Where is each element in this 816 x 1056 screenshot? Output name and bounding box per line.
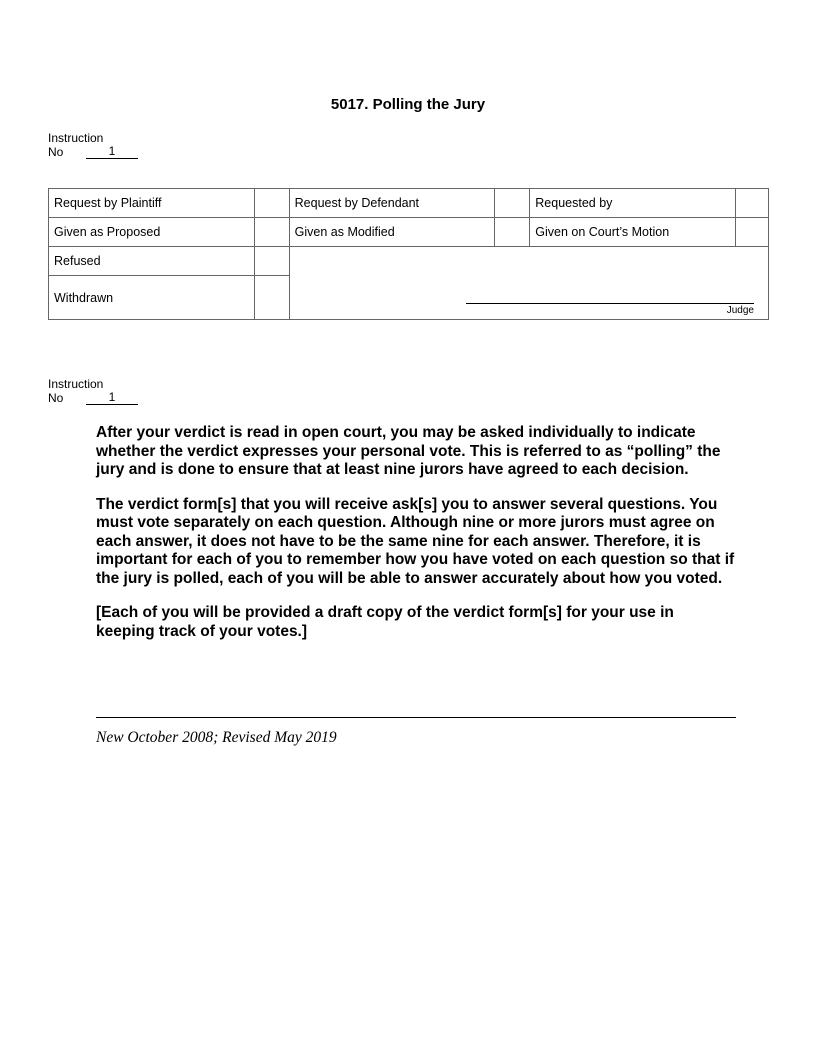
divider [96, 717, 736, 718]
given-as-modified-label: Given as Modified [289, 218, 495, 247]
instruction-body [96, 424, 736, 657]
paragraph: After your verdict is read in open court, you may be asked individually to indicate whether the verdict expresses your personal vote. This is referred to as “polling” the jury and is done to ensure that at least nine jurors have agreed to each decision. [96, 424, 721, 478]
page-title: 5017. Polling the Jury [330, 96, 486, 113]
instruction-no-label: No [48, 391, 64, 405]
instruction-no-label: No [48, 145, 64, 159]
withdrawn-checkbox[interactable] [254, 276, 289, 320]
given-as-proposed-label: Given as Proposed [49, 218, 255, 247]
judge-label: Judge [726, 305, 754, 316]
request-by-plaintiff-label: Request by Plaintiff [49, 189, 255, 218]
request-by-plaintiff-checkbox[interactable] [254, 189, 289, 218]
request-by-defendant-label: Request by Defendant [289, 189, 495, 218]
given-on-courts-motion-checkbox[interactable] [736, 218, 769, 247]
requested-by-checkbox[interactable] [736, 189, 769, 218]
paragraph: [Each of you will be provided a draft copy of the verdict form[s] for your use in keeping track of your votes.] [96, 604, 674, 640]
requested-by-label: Requested by [530, 189, 736, 218]
instruction-no-value[interactable]: 1 [86, 145, 138, 159]
request-status-table [48, 188, 769, 320]
given-as-proposed-checkbox[interactable] [254, 218, 289, 247]
instruction-label: Instruction [48, 377, 104, 391]
instruction-no-value[interactable]: 1 [86, 391, 138, 405]
withdrawn-label: Withdrawn [49, 276, 255, 320]
paragraph: The verdict form[s] that you will receive ask[s] you to answer several questions. You must vote separately on each question. Although nine or more jurors must agree on each answer, it does not have to be the same nine for each answer. Therefore, it is important for each of you to remember how you have voted on each question so that if the jury is polled, each of you will be able to answer accurately about how you voted. [96, 495, 735, 587]
given-as-modified-checkbox[interactable] [495, 218, 530, 247]
judge-signature-area [289, 247, 768, 320]
instruction-number-block [48, 131, 138, 159]
refused-label: Refused [49, 247, 255, 276]
judge-signature-line[interactable] [466, 303, 754, 304]
revision-history: New October 2008; Revised May 2019 [96, 729, 337, 746]
given-on-courts-motion-label: Given on Court’s Motion [530, 218, 736, 247]
request-by-defendant-checkbox[interactable] [495, 189, 530, 218]
instruction-label: Instruction [48, 131, 104, 145]
refused-checkbox[interactable] [254, 247, 289, 276]
instruction-number-block-2 [48, 377, 138, 405]
